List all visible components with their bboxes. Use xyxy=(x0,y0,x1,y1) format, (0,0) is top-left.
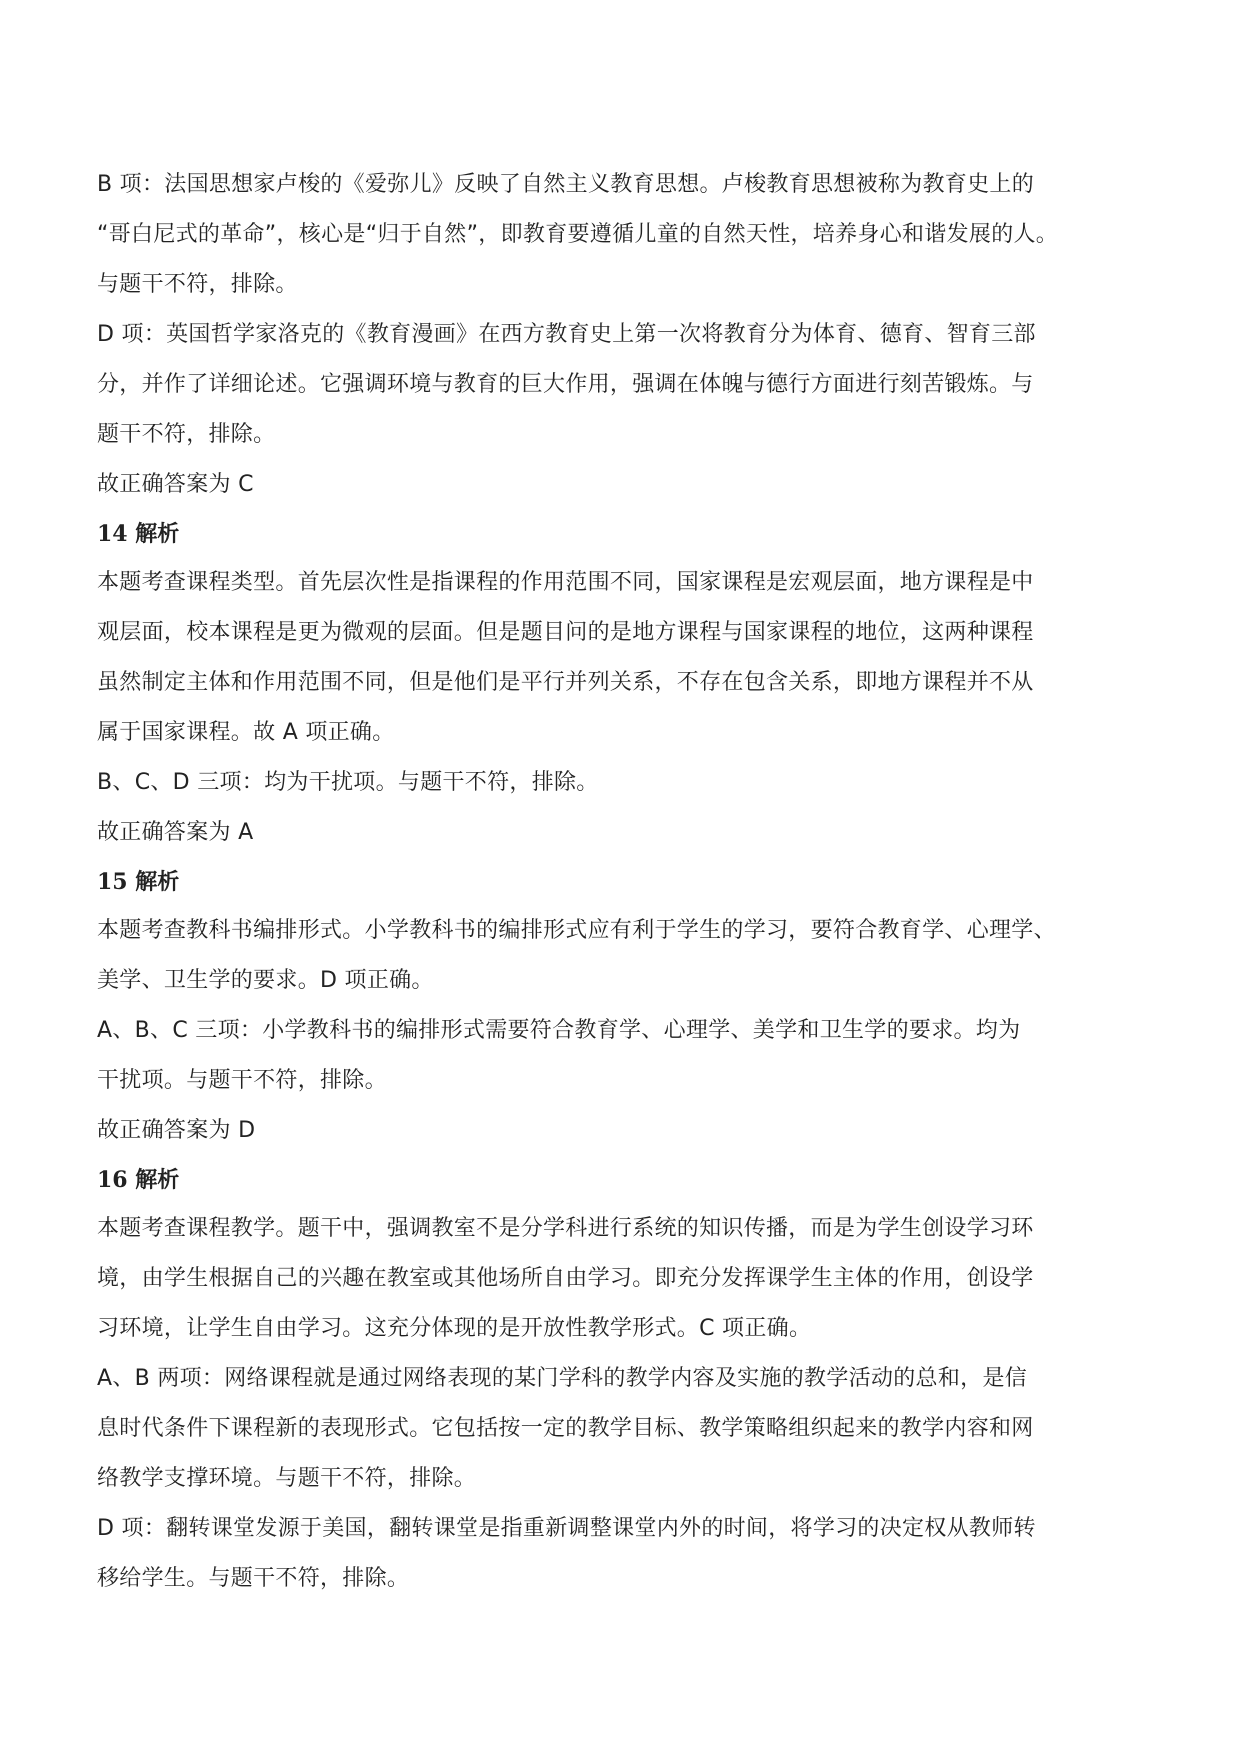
paragraph xyxy=(97,758,1167,808)
text-line: 观层面，校本课程是更为微观的层面。但是题目问的是地方课程与国家课程的地位，这两种课程 xyxy=(97,620,1034,645)
text-line: 故正确答案为 D xyxy=(97,1118,256,1143)
section-heading: 16 解析 xyxy=(97,1167,180,1193)
text-line: 络教学支撑环境。与题干不符，排除。 xyxy=(97,1466,477,1491)
text-line: 习环境，让学生自由学习。这充分体现的是开放性教学形式。C 项正确。 xyxy=(97,1316,812,1341)
text-line: B、C、D 三项：均为干扰项。与题干不符，排除。 xyxy=(97,770,599,795)
text-line: “哥白尼式的革命”，核心是“归于自然”，即教育要遵循儿童的自然天性，培养身心和谐发展的人。 xyxy=(97,222,1059,247)
paragraph xyxy=(97,460,1167,510)
text-line: 本题考查教科书编排形式。小学教科书的编排形式应有利于学生的学习，要符合教育学、心理学、 xyxy=(97,918,1056,943)
paragraph xyxy=(97,906,1167,1006)
text-line: 美学、卫生学的要求。D 项正确。 xyxy=(97,968,434,993)
paragraph xyxy=(97,1106,1167,1156)
text-line: 移给学生。与题干不符，排除。 xyxy=(97,1566,410,1591)
paragraph xyxy=(97,1504,1167,1604)
paragraph xyxy=(97,1006,1167,1106)
text-line: 本题考查课程教学。题干中，强调教室不是分学科进行系统的知识传播，而是为学生创设学习环 xyxy=(97,1216,1034,1241)
text-line: A、B 两项：网络课程就是通过网络表现的某门学科的教学内容及实施的教学活动的总和，是信 xyxy=(97,1366,1028,1391)
text-line: 题干不符，排除。 xyxy=(97,422,276,447)
paragraph xyxy=(97,808,1167,858)
paragraph xyxy=(97,1204,1167,1354)
text-line: 分，并作了详细论述。它强调环境与教育的巨大作用，强调在体魄与德行方面进行刻苦锻炼。与 xyxy=(97,372,1034,397)
paragraph xyxy=(97,310,1167,460)
text-line: 故正确答案为 C xyxy=(97,472,254,497)
section-heading: 15 解析 xyxy=(97,869,180,895)
section-heading: 14 解析 xyxy=(97,521,180,547)
text-line: 息时代条件下课程新的表现形式。它包括按一定的教学目标、教学策略组织起来的教学内容和网 xyxy=(97,1416,1034,1441)
text-line: 属于国家课程。故 A 项正确。 xyxy=(97,720,395,745)
text-line: 境，由学生根据自己的兴趣在教室或其他场所自由学习。即充分发挥课学生主体的作用，创设学 xyxy=(97,1266,1034,1291)
document-body xyxy=(97,160,1167,1604)
text-line: 干扰项。与题干不符，排除。 xyxy=(97,1068,387,1093)
text-line: 虽然制定主体和作用范围不同，但是他们是平行并列关系，不存在包含关系，即地方课程并不从 xyxy=(97,670,1034,695)
paragraph xyxy=(97,1354,1167,1504)
paragraph xyxy=(97,160,1167,310)
text-line: A、B、C 三项：小学教科书的编排形式需要符合教育学、心理学、美学和卫生学的要求。均为 xyxy=(97,1018,1021,1043)
text-line: 本题考查课程类型。首先层次性是指课程的作用范围不同，国家课程是宏观层面，地方课程是中 xyxy=(97,570,1034,595)
text-line: D 项：翻转课堂发源于美国，翻转课堂是指重新调整课堂内外的时间，将学习的决定权从教师转 xyxy=(97,1516,1036,1541)
text-line: B 项：法国思想家卢梭的《爱弥儿》反映了自然主义教育思想。卢梭教育思想被称为教育史上的 xyxy=(97,172,1034,197)
paragraph xyxy=(97,558,1167,758)
text-line: 与题干不符，排除。 xyxy=(97,272,298,297)
text-line: D 项：英国哲学家洛克的《教育漫画》在西方教育史上第一次将教育分为体育、德育、智育三部 xyxy=(97,322,1036,347)
text-line: 故正确答案为 A xyxy=(97,820,254,845)
